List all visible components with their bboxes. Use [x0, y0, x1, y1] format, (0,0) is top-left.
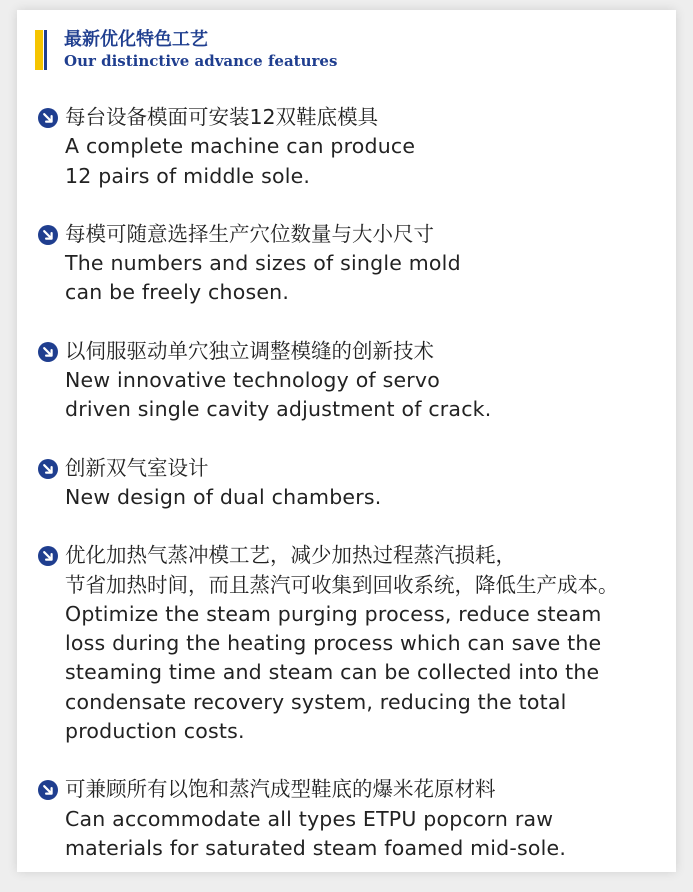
header-title-zh: 最新优化特色工艺: [64, 29, 208, 50]
feature-lines: [65, 454, 677, 513]
feature-lines: [65, 541, 677, 746]
feature-en-line: materials for saturated steam foamed mid-sole.: [65, 835, 567, 860]
feature-en-line: driven single cavity adjustment of crack.: [65, 397, 492, 422]
feature-zh-line: 创新双气室设计: [65, 455, 209, 480]
feature-item: [37, 220, 677, 308]
feature-en-line: A complete machine can produce: [65, 134, 416, 159]
header-text: [64, 28, 337, 70]
feature-lines: [65, 337, 677, 425]
circled-arrow-down-right-icon: [38, 546, 58, 566]
circled-arrow-down-right-icon: [38, 108, 58, 128]
feature-zh-line: 优化加热气蒸冲模工艺，减少加热过程蒸汽损耗，: [65, 543, 516, 568]
feature-lines: [65, 103, 677, 191]
feature-zh-line: 可兼顾所有以饱和蒸汽成型鞋底的爆米花原材料: [65, 777, 496, 802]
feature-en-line: The numbers and sizes of single mold: [65, 251, 461, 276]
header-accent-bar: [35, 30, 43, 70]
header-title-en: Our distinctive advance features: [64, 52, 338, 70]
feature-zh-line: 每台设备模面可安装12双鞋底模具: [65, 105, 379, 129]
feature-zh-line: 以伺服驱动单穴独立调整模缝的创新技术: [65, 338, 434, 363]
feature-en-line: steaming time and steam can be collected into the: [65, 660, 600, 685]
feature-en-line: Can accommodate all types ETPU popcorn raw: [65, 806, 554, 831]
feature-item: [37, 454, 677, 513]
circled-arrow-down-right-icon: [38, 342, 58, 362]
feature-lines: [65, 220, 677, 308]
feature-lines: [65, 775, 677, 863]
circled-arrow-down-right-icon: [38, 459, 58, 479]
feature-item: [37, 103, 677, 191]
feature-en-line: New innovative technology of servo: [65, 368, 440, 393]
content-card: [17, 10, 676, 872]
feature-zh-line: 节省加热时间，而且蒸汽可收集到回收系统，降低生产成本。: [65, 572, 619, 597]
feature-list: [37, 103, 677, 892]
feature-en-line: production costs.: [65, 719, 245, 744]
circled-arrow-down-right-icon: [38, 780, 58, 800]
feature-item: [37, 541, 677, 746]
feature-item: [37, 775, 677, 863]
feature-item: [37, 337, 677, 425]
feature-en-line: New design of dual chambers.: [65, 484, 382, 509]
feature-en-line: can be freely chosen.: [65, 280, 290, 305]
feature-en-line: loss during the heating process which can save the: [65, 631, 602, 656]
circled-arrow-down-right-icon: [38, 225, 58, 245]
feature-en-line: Optimize the steam purging process, reduce steam: [65, 601, 602, 626]
feature-en-line: 12 pairs of middle sole.: [65, 163, 311, 188]
feature-zh-line: 每模可随意选择生产穴位数量与大小尺寸: [65, 221, 434, 246]
feature-en-line: condensate recovery system, reducing the total: [65, 689, 567, 714]
